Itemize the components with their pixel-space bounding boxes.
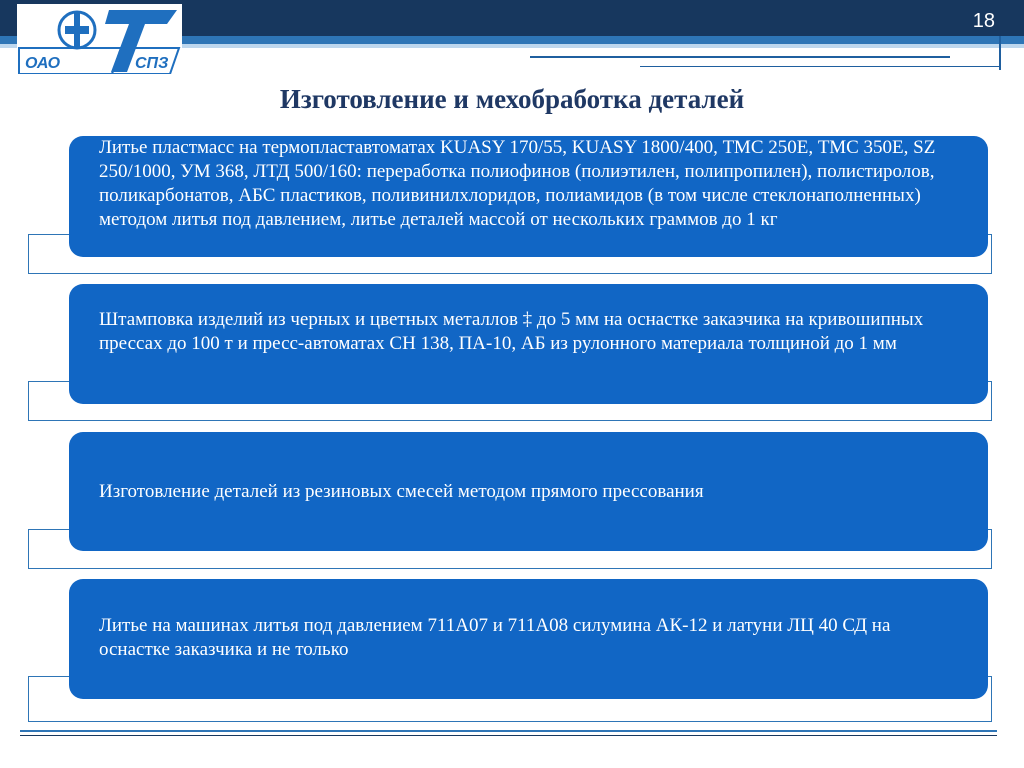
logo-left-text: ОАО <box>25 55 61 72</box>
decor-vertical-line <box>999 36 1001 70</box>
page-title: Изготовление и мехобработка деталей <box>279 84 745 114</box>
list-item-text: Литье на машинах литья под давлением 711А07 и 711А08 силумина АК-12 и латуни ЛЦ 40 СД на оснастке заказчика и не только <box>99 615 891 660</box>
list-item-card <box>69 284 988 404</box>
footer-line <box>20 730 997 732</box>
company-logo-icon <box>17 4 182 74</box>
list-item-text: Изготовление деталей из резиновых смесей методом прямого прессования <box>99 480 704 502</box>
list-item-card <box>69 432 988 551</box>
list-item-card <box>69 136 988 257</box>
slide-number: 18 <box>972 10 995 32</box>
list-item-text: Штамповка изделий из черных и цветных металлов ‡ до 5 мм на оснастке заказчика на кривошипных прессах до 100 т и пресс-автоматах СН 138, ПА-10, АБ из рулонного материала толщиной до 1 мм <box>99 309 924 354</box>
decor-line <box>640 66 1000 67</box>
footer-line-thin <box>20 735 997 736</box>
company-logo <box>17 4 182 74</box>
decor-line <box>530 56 950 58</box>
logo-right-text: СПЗ <box>135 55 169 72</box>
list-item-text: Литье пластмасс на термопластавтоматах KUASY 170/55, KUASY 1800/400, ТМС 250Е, ТМС 350Е, SZ 250/1000, УМ 368, ЛТД 500/160: переработка полиофинов (полиэтилен, полипропилен), полистиролов, поликарбонатов, АБС пластиков, поливинилхлоридов, полиамидов (в том числе стеклонаполненных) методом литья под давлением, литье деталей массой от нескольких граммов до 1 кг <box>99 137 936 230</box>
list-item-card <box>69 579 988 699</box>
